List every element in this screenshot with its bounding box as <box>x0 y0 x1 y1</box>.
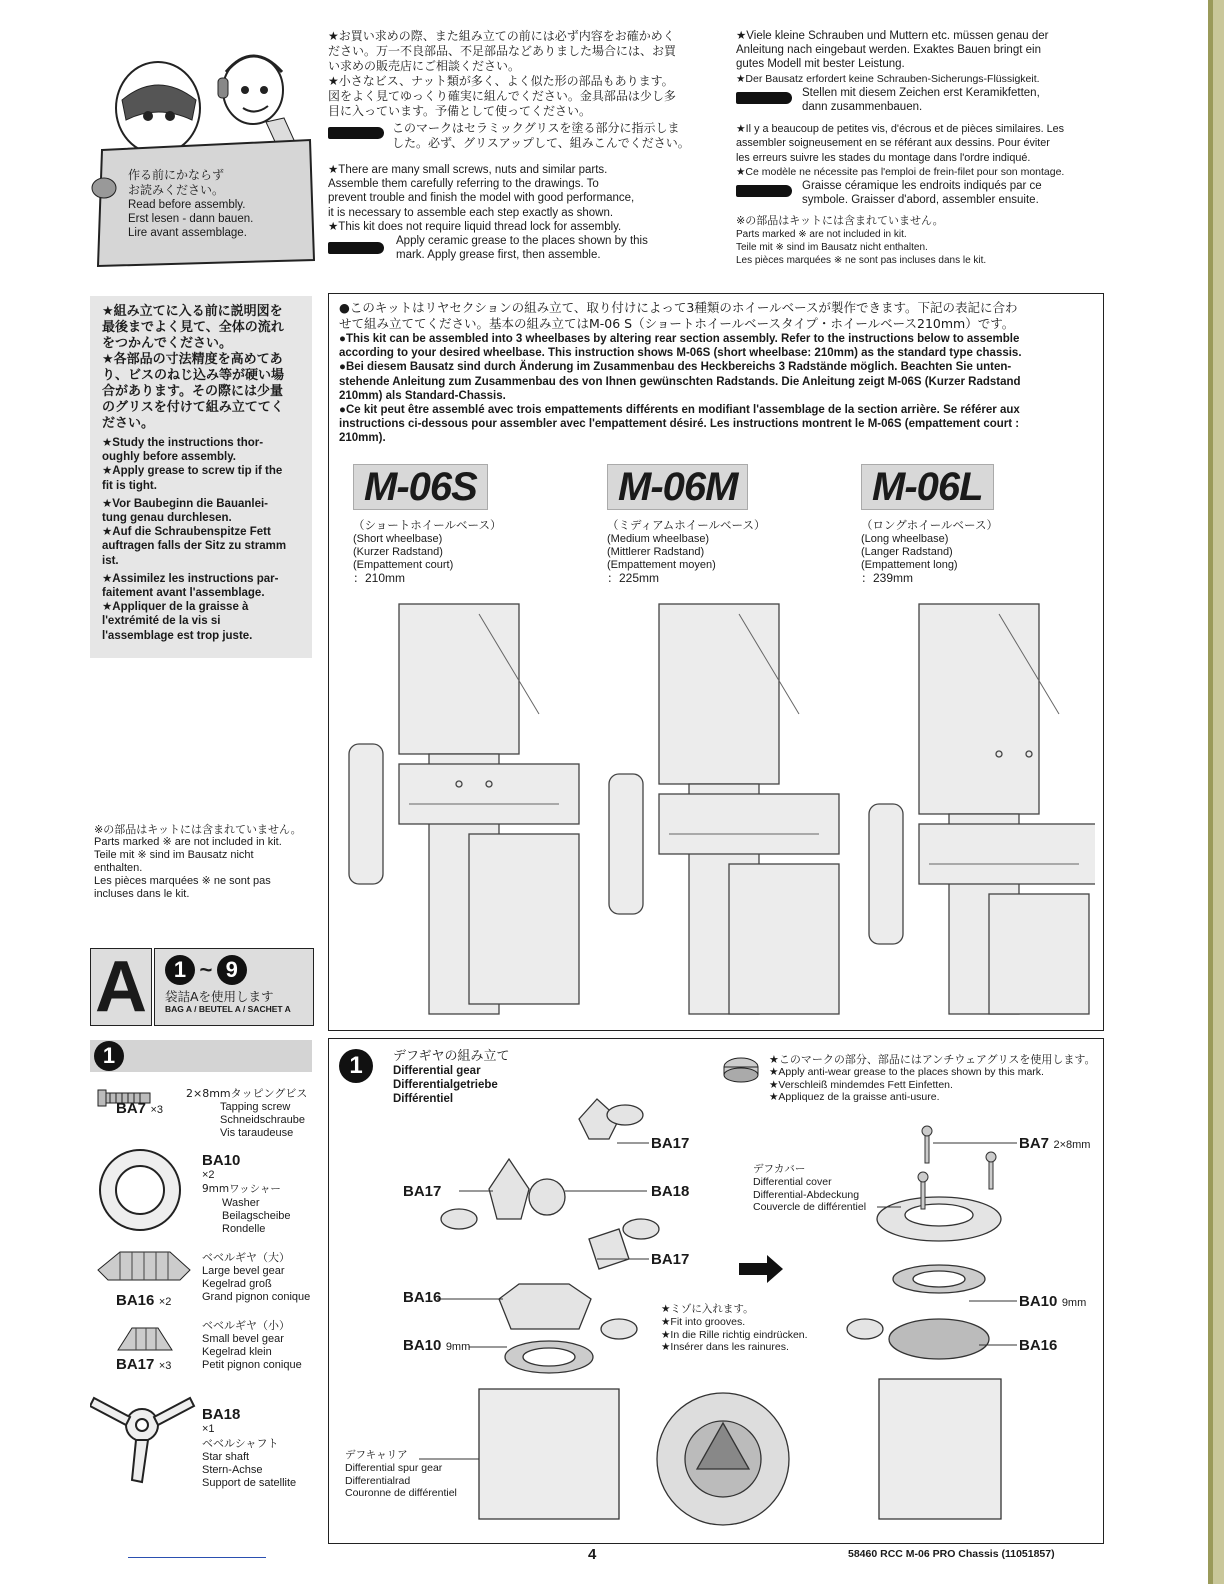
tip-en-2: oughly before assembly. <box>102 451 236 464</box>
note-jp-1c: い求めの販売店にご相談ください。 <box>328 59 521 73</box>
variant-en: (Short wheelbase) <box>353 533 443 545</box>
note-en-3a: Apply ceramic grease to the places shown by this <box>396 235 648 248</box>
page-number: 4 <box>588 1546 597 1563</box>
part-size: 9mmワッシャー <box>202 1183 281 1195</box>
grease-icon <box>328 242 384 254</box>
part-ba17 <box>116 1356 171 1374</box>
part-ba7-desc <box>186 1086 307 1140</box>
variant-en: (Long wheelbase) <box>861 533 949 545</box>
read-jp-2: お読みください。 <box>128 183 225 197</box>
label-ba18: BA18 <box>651 1183 690 1200</box>
part-de: Schneidschraube <box>220 1114 306 1126</box>
top-mid-notes <box>328 29 700 262</box>
note-fr-3b: symbole. Graisser d'abord, assembler ensuite. <box>802 194 1039 207</box>
variant-de: (Kurzer Radstand) <box>353 546 443 558</box>
part-code: BA18 <box>202 1406 241 1423</box>
cover-en: Differential cover <box>753 1176 832 1188</box>
wb-intro-fr-3: 210mm). <box>339 432 386 445</box>
part-code: BA10 <box>202 1152 241 1169</box>
variant-jp: （ロングホイールベース） <box>861 518 998 532</box>
tip-jp-2e: ださい。 <box>102 416 155 431</box>
bag-jp: 袋詰Aを使用します <box>165 989 274 1004</box>
variant-jp: （ショートホイールベース） <box>353 518 502 532</box>
part-ba16-desc <box>202 1250 310 1304</box>
left-note-de-1: Teile mit ※ sind im Bausatz nicht <box>94 849 254 861</box>
tip-fr-3: ★Appliquer de la graisse à <box>102 601 249 614</box>
part-fr: Petit pignon conique <box>202 1359 302 1371</box>
diff-cover-label <box>753 1163 866 1214</box>
parts-step-bar <box>90 1040 312 1072</box>
tip-jp-1a: ★組み立てに入る前に説明図を <box>102 304 283 319</box>
wb-intro-jp-2: せて組み立ててください。基本の組み立てはM-06 S（ショートホイールベースタイプ・ホイールベース210mm）です。 <box>339 316 1015 331</box>
wheelbase-section <box>328 293 1104 1031</box>
note-fr-2: ★Ce modèle ne nécessite pas l'emploi de frein-filet pour son montage. <box>736 165 1065 178</box>
part-en: Large bevel gear <box>202 1265 285 1277</box>
parts-illustrations <box>90 1080 200 1500</box>
cover-fr: Couvercle de différentiel <box>753 1201 867 1213</box>
bag-letter: A <box>95 947 147 1027</box>
note-jp-2a: ★小さなビス、ナット類が多く、よく似た形の部品もあります。 <box>328 74 674 88</box>
carrier-de: Differentialrad <box>345 1474 411 1487</box>
part-de: Stern-Achse <box>202 1464 263 1476</box>
scan-edge <box>1148 0 1224 1584</box>
grease-icon <box>736 92 792 104</box>
note-jp-1b: ださい。万一不良部品、不足部品などありました場合には、お買 <box>328 44 677 58</box>
note-jp-1a: ★お買い求めの際、また組み立ての前には必ず内容をお確かめく <box>328 29 675 43</box>
tip-fr-5: l'assemblage est trop juste. <box>102 629 253 642</box>
wb-intro-fr-1: ●Ce kit peut être assemblé avec trois empattements différents en modifiant l'assemblage de la section arrière. Se référer aux <box>339 404 1020 417</box>
note-en-2: ★This kit does not require liquid thread lock for assembly. <box>328 220 622 233</box>
groove-en: ★Fit into grooves. <box>661 1316 746 1328</box>
wb-intro-de-3: 210mm) als Standard-Chassis. <box>339 389 506 402</box>
groove-de: ★In die Rille richtig eindrücken. <box>661 1328 808 1341</box>
read-text <box>128 168 253 241</box>
part-ba17-desc <box>202 1318 302 1372</box>
part-ba16 <box>116 1292 171 1310</box>
note-en-1d: it is necessary to assemble each step exactly as shown. <box>328 206 614 219</box>
note-fr-1c: les erreurs suivre les stades du montage dans l'ordre indiqué. <box>736 151 1031 164</box>
note-en-1c: prevent trouble and finish the model with good performance, <box>328 192 635 205</box>
note-fr-1b: assembler soigneusement en se référant aux dessins. Pour éviter <box>736 137 1050 150</box>
part-fr: Support de satellite <box>202 1477 297 1489</box>
read-fr: Lire avant assemblage. <box>128 227 247 240</box>
tip-de-5: ist. <box>102 554 119 567</box>
wb-intro-de-2: stehende Anleitung zum Zusammenbau des von Ihnen gewünschten Radstands. Die Anleitung zeigt M-06S (Kurzer Radstand <box>339 375 1021 388</box>
variant-name: M-06M <box>607 464 748 510</box>
part-de: Kegelrad klein <box>202 1346 272 1358</box>
step1-title-en: Differential gear <box>393 1065 481 1077</box>
cover-jp: デフカバー <box>753 1163 806 1175</box>
part-qty: ×2 <box>202 1169 215 1181</box>
label-ba17-top: BA17 <box>651 1135 690 1152</box>
aw-jp: ★このマークの部分、部品にはアンチウェアグリスを使用します。 <box>769 1053 1096 1066</box>
read-jp-1: 作る前にかならず <box>128 168 225 182</box>
bag-tilde: ~ <box>199 957 213 982</box>
aw-en: ★Apply anti-wear grease to the places shown by this mark. <box>769 1066 1044 1078</box>
tip-jp-2c: 合があります。その際には少量 <box>102 384 283 399</box>
read-before-assembly <box>88 20 318 272</box>
chassis-drawings <box>339 594 1095 1024</box>
note-de-1b: Anleitung nach eingebaut werden. Exaktes Bauen bringt ein <box>736 44 1041 57</box>
footer-rule <box>128 1557 266 1558</box>
groove-note <box>661 1303 808 1354</box>
bag-info-box <box>154 948 314 1026</box>
part-size: ベベルシャフト <box>202 1437 279 1450</box>
carrier-jp: デフキャリア <box>345 1449 408 1461</box>
tip-de-1: ★Vor Baubeginn die Bauanlei- <box>102 497 269 510</box>
left-note-de-2: enthalten. <box>94 862 143 874</box>
tip-fr-1: ★Assimilez les instructions par- <box>102 572 279 585</box>
variant-name: M-06S <box>353 464 488 510</box>
variant-m06s <box>353 464 573 585</box>
bag-multi: BAG A / BEUTEL A / SACHET A <box>165 1004 291 1014</box>
step1-title-de: Differentialgetriebe <box>393 1079 498 1092</box>
part-fr: Grand pignon conique <box>202 1291 311 1303</box>
part-en: Star shaft <box>202 1451 250 1463</box>
note-jp-2c: 目に入っています。予備として使ってください。 <box>328 104 592 118</box>
aw-de: ★Verschleiß mindemdes Fett Einfetten. <box>769 1078 953 1091</box>
step1-num: 1 <box>339 1049 373 1083</box>
label-ba16-right: BA16 <box>1019 1337 1058 1354</box>
step1-title-fr: Différentiel <box>393 1093 454 1106</box>
aw-fr: ★Appliquez de la graisse anti-usure. <box>769 1091 940 1103</box>
variant-name: M-06L <box>861 464 994 510</box>
tip-de-4: auftragen falls der Sitz zu stramm <box>102 540 287 553</box>
part-en: Washer <box>222 1197 260 1209</box>
part-ba7 <box>116 1100 163 1118</box>
tip-jp-2d: のグリスを付けて組み立ててく <box>102 400 284 415</box>
part-code: BA16 <box>116 1292 155 1309</box>
bag-step-from: 1 <box>165 955 195 985</box>
label-ba10-code: BA10 <box>403 1337 442 1354</box>
tip-en-1: ★Study the instructions thor- <box>102 437 264 449</box>
part-en: Small bevel gear <box>202 1333 284 1345</box>
note-en-1b: Assemble them carefully referring to the drawings. To <box>328 178 599 191</box>
not-included-en: Parts marked ※ are not included in kit. <box>736 229 907 241</box>
part-qty: ×3 <box>158 1360 172 1372</box>
part-size: ベベルギヤ（大） <box>202 1251 290 1264</box>
part-fr: Vis taraudeuse <box>220 1127 294 1139</box>
tip-en-4: fit is tight. <box>102 479 157 492</box>
parts-step-num: 1 <box>94 1041 124 1071</box>
wb-intro-de-1: ●Bei diesem Bausatz sind durch Änderung im Zusammenbau des Heckbereichs 3 Radstände möglich. Beachten Sie unten- <box>339 361 1012 374</box>
wb-intro-jp-1: ●このキットはリヤセクションの組み立て、取り付けによって3種類のホイールベースが製作できます。下記の表記に合わ <box>339 300 1018 315</box>
tip-en-3: ★Apply grease to screw tip if the <box>102 465 283 478</box>
part-size: ベベルギヤ（小） <box>202 1319 290 1332</box>
label-ba7-size: 2×8mm <box>1053 1139 1091 1151</box>
variant-length: ：239mm <box>861 571 914 585</box>
part-size: 2×8mmタッピングビス <box>186 1087 308 1100</box>
variant-length: ：210mm <box>353 571 406 585</box>
note-de-1a: ★Viele kleine Schrauben und Muttern etc. müssen genau der <box>736 30 1049 42</box>
part-code: BA7 <box>116 1100 147 1117</box>
groove-fr: ★Insérer dans les rainures. <box>661 1341 789 1353</box>
tip-fr-4: l'extrémité de la vis si <box>102 615 221 628</box>
bag-step-to: 9 <box>217 955 247 985</box>
step1-section <box>328 1038 1104 1544</box>
carrier-en: Differential spur gear <box>345 1462 443 1474</box>
left-not-included-note <box>94 823 322 901</box>
label-ba10r-size: 9mm <box>1061 1297 1087 1309</box>
wb-intro-en-2: according to your desired wheelbase. This instruction shows M-06S (short wheelbase: 210mm) as the standard type chassis. <box>339 347 1022 360</box>
variant-length: ：225mm <box>607 571 660 585</box>
note-fr-1a: ★Il y a beaucoup de petites vis, d'écrous et de pièces similaires. Les <box>736 123 1065 136</box>
variant-fr: (Empattement long) <box>861 559 958 571</box>
cover-de: Differential-Abdeckung <box>753 1188 860 1201</box>
variant-de: (Mittlerer Radstand) <box>607 546 705 558</box>
part-ba18 <box>202 1406 296 1490</box>
tip-fr-2: faitement avant l'assemblage. <box>102 587 265 600</box>
carrier-fr: Couronne de différentiel <box>345 1487 457 1499</box>
tip-jp-1b: 最後までよく見て、全体の流れ <box>102 320 284 335</box>
variant-m06l <box>861 464 1081 585</box>
wb-intro-en-1: ●This kit can be assembled into 3 wheelbases by altering rear section assembly. Refer to the instructions below to assemble <box>339 333 1020 345</box>
tip-jp-1c: をつかんでください。 <box>102 336 233 351</box>
grease-icon <box>328 127 384 139</box>
read-en: Read before assembly. <box>128 199 246 211</box>
part-qty: ×2 <box>158 1296 172 1308</box>
bag-letter-box <box>90 948 152 1026</box>
grease-icon <box>736 185 792 197</box>
note-en-1a: ★There are many small screws, nuts and similar parts. <box>328 164 608 176</box>
step1-title-jp: デフギヤの組み立て <box>393 1049 510 1064</box>
tip-jp-2a: ★各部品の寸法精度を高めてあ <box>102 352 283 367</box>
variant-fr: (Empattement court) <box>353 559 454 571</box>
label-ba16: BA16 <box>403 1289 442 1306</box>
note-de-1c: gutes Modell mit bester Leistung. <box>736 58 905 71</box>
groove-jp: ★ミゾに入れます。 <box>661 1303 754 1315</box>
part-code: BA17 <box>116 1356 155 1373</box>
note-en-3b: mark. Apply grease first, then assemble. <box>396 249 601 262</box>
wb-intro-fr-2: instructions ci-dessous pour assembler avec l'empattement désiré. Les instructions montrent le M-06S (empattement court : <box>339 418 1020 431</box>
part-qty: ×3 <box>150 1104 164 1116</box>
note-de-3a: Stellen mit diesem Zeichen erst Keramikfetten, <box>802 86 1040 99</box>
label-ba10-right <box>1019 1293 1086 1311</box>
left-note-fr-2: incluses dans le kit. <box>94 888 190 900</box>
note-de-3b: dann zusammenbauen. <box>802 101 923 114</box>
label-ba10 <box>403 1337 470 1355</box>
part-fr: Rondelle <box>222 1223 266 1235</box>
left-note-jp: ※の部品はキットには含まれていません。 <box>94 823 302 836</box>
note-jp-3a: このマークはセラミックグリスを塗る部分に指示しま <box>392 121 680 135</box>
not-included-jp: ※の部品はキットには含まれていません。 <box>736 215 944 228</box>
variant-en: (Medium wheelbase) <box>607 533 710 545</box>
note-fr-3a: Graisse céramique les endroits indiqués par ce <box>802 180 1042 193</box>
assembly-tips-box <box>90 296 312 658</box>
label-ba10r-code: BA10 <box>1019 1293 1058 1310</box>
tip-de-2: tung genau durchlesen. <box>102 512 232 525</box>
diff-carrier-label <box>345 1449 457 1500</box>
part-ba10 <box>202 1152 291 1236</box>
part-de: Kegelrad groß <box>202 1278 272 1290</box>
variant-jp: （ミディアムホイールベース） <box>607 518 766 532</box>
label-ba17-mid: BA17 <box>651 1251 690 1268</box>
read-de: Erst lesen - dann bauen. <box>128 213 254 226</box>
variant-de: (Langer Radstand) <box>861 546 953 558</box>
top-right-notes <box>736 29 1106 267</box>
part-de: Beilagscheibe <box>222 1210 291 1222</box>
part-en: Tapping screw <box>220 1101 291 1113</box>
part-qty: ×1 <box>202 1423 215 1435</box>
left-note-fr-1: Les pièces marquées ※ ne sont pas <box>94 875 271 887</box>
tip-de-3: ★Auf die Schraubenspitze Fett <box>102 526 271 539</box>
not-included-fr: Les pièces marquées ※ ne sont pas incluses dans le kit. <box>736 255 987 267</box>
tip-jp-2b: り、ビスのねじ込み等が硬い場 <box>102 368 285 383</box>
label-ba7 <box>1019 1135 1090 1153</box>
note-jp-2b: 図をよく見てゆっくり確実に組んでください。金具部品は少し多 <box>328 89 676 103</box>
left-note-en: Parts marked ※ are not included in kit. <box>94 836 282 848</box>
not-included-de: Teile mit ※ sind im Bausatz nicht enthalten. <box>736 242 928 254</box>
label-ba10-size: 9mm <box>445 1341 471 1353</box>
variant-m06m <box>607 464 827 585</box>
variant-fr: (Empattement moyen) <box>607 559 716 571</box>
label-ba17-left: BA17 <box>403 1183 442 1200</box>
note-de-2: ★Der Bausatz erfordert keine Schrauben-Sicherungs-Flüssigkeit. <box>736 72 1040 85</box>
note-jp-3b: した。必ず、グリスアップして、組みこんでください。 <box>392 136 690 150</box>
product-code: 58460 RCC M-06 PRO Chassis (11051857) <box>848 1548 1055 1560</box>
label-ba7-code: BA7 <box>1019 1135 1050 1152</box>
